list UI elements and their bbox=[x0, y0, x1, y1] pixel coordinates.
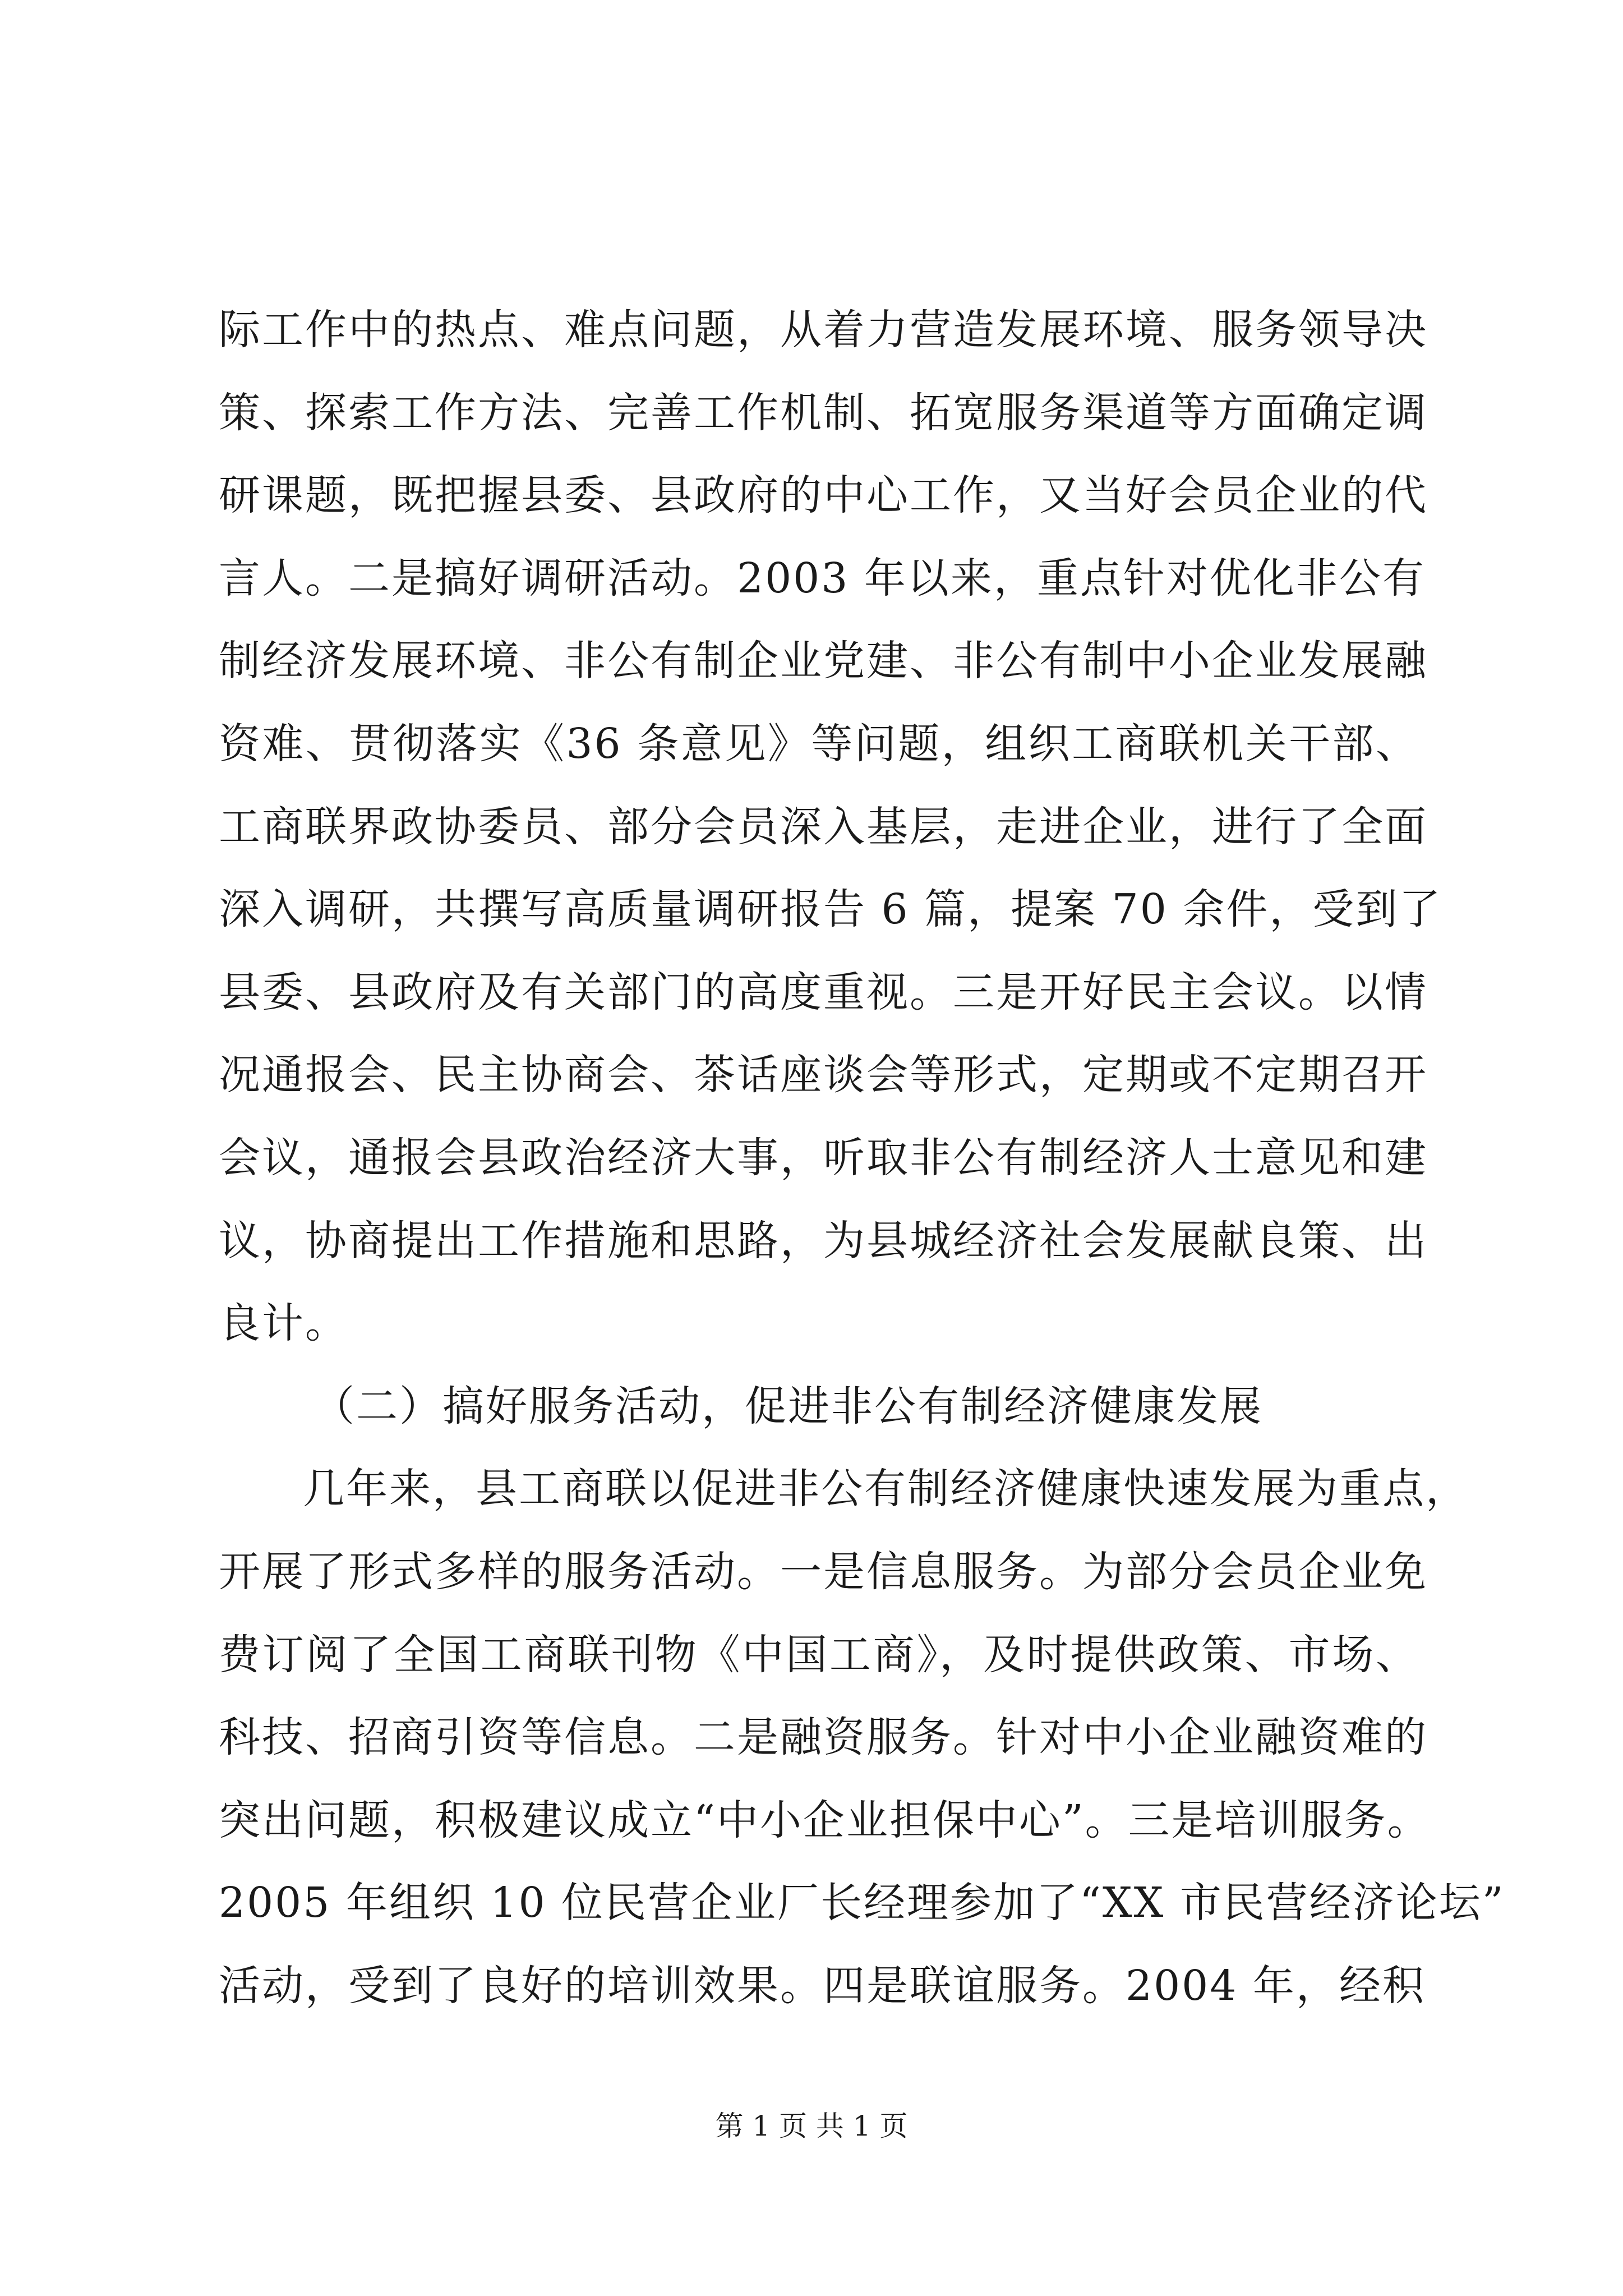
text-line: 突出问题，积极建议成立“中小企业担保中心”。三是培训服务。 bbox=[219, 1796, 1431, 1844]
text-line: 况通报会、民主协商会、茶话座谈会等形式，定期或不定期召开 bbox=[219, 1051, 1428, 1099]
text-line: 策、探索工作方法、完善工作机制、拓宽服务渠道等方面确定调 bbox=[219, 388, 1428, 437]
text-line: 工商联界政协委员、部分会员深入基层，走进企业，进行了全面 bbox=[219, 802, 1428, 851]
text-line: 言人。二是搞好调研活动。2003 年以来，重点针对优化非公有 bbox=[219, 554, 1426, 602]
text-line: 制经济发展环境、非公有制企业党建、非公有制中小企业发展融 bbox=[219, 637, 1428, 685]
text-line: 科技、招商引资等信息。二是融资服务。针对中小企业融资难的 bbox=[219, 1713, 1428, 1762]
body-text bbox=[219, 289, 1505, 2027]
text-line: 良计。 bbox=[219, 1299, 348, 1348]
text-line: 际工作中的热点、难点问题，从着力营造发展环境、服务领导决 bbox=[219, 306, 1428, 354]
text-line: 资难、贯彻落实《36 条意见》等问题，组织工商联机关干部、 bbox=[219, 719, 1419, 768]
text-line: 会议，通报会县政治经济大事，听取非公有制经济人士意见和建 bbox=[219, 1133, 1428, 1182]
text-line: 开展了形式多样的服务活动。一是信息服务。为部分会员企业免 bbox=[219, 1547, 1428, 1596]
page-footer: 第 1 页 共 1 页 bbox=[715, 2110, 908, 2142]
text-line: 深入调研，共撰写高质量调研报告 6 篇，提案 70 余件，受到了 bbox=[219, 885, 1442, 934]
text-line: 费订阅了全国工商联刊物《中国工商》，及时提供政策、市场、 bbox=[219, 1630, 1419, 1679]
text-line: 研课题，既把握县委、县政府的中心工作，又当好会员企业的代 bbox=[219, 471, 1428, 520]
section-heading: （二）搞好服务活动，促进非公有制经济健康发展 bbox=[313, 1382, 1263, 1430]
text-line: 几年来，县工商联以促进非公有制经济健康快速发展为重点， bbox=[303, 1465, 1469, 1513]
text-line: 议，协商提出工作措施和思路，为县城经济社会发展献良策、出 bbox=[219, 1216, 1428, 1265]
text-line: 县委、县政府及有关部门的高度重视。三是开好民主会议。以情 bbox=[219, 968, 1428, 1016]
text-line: 2005 年组织 10 位民营企业厂长经理参加了“XX 市民营经济论坛” bbox=[219, 1879, 1505, 1927]
text-line: 活动，受到了良好的培训效果。四是联谊服务。2004 年，经积 bbox=[219, 1961, 1426, 2010]
